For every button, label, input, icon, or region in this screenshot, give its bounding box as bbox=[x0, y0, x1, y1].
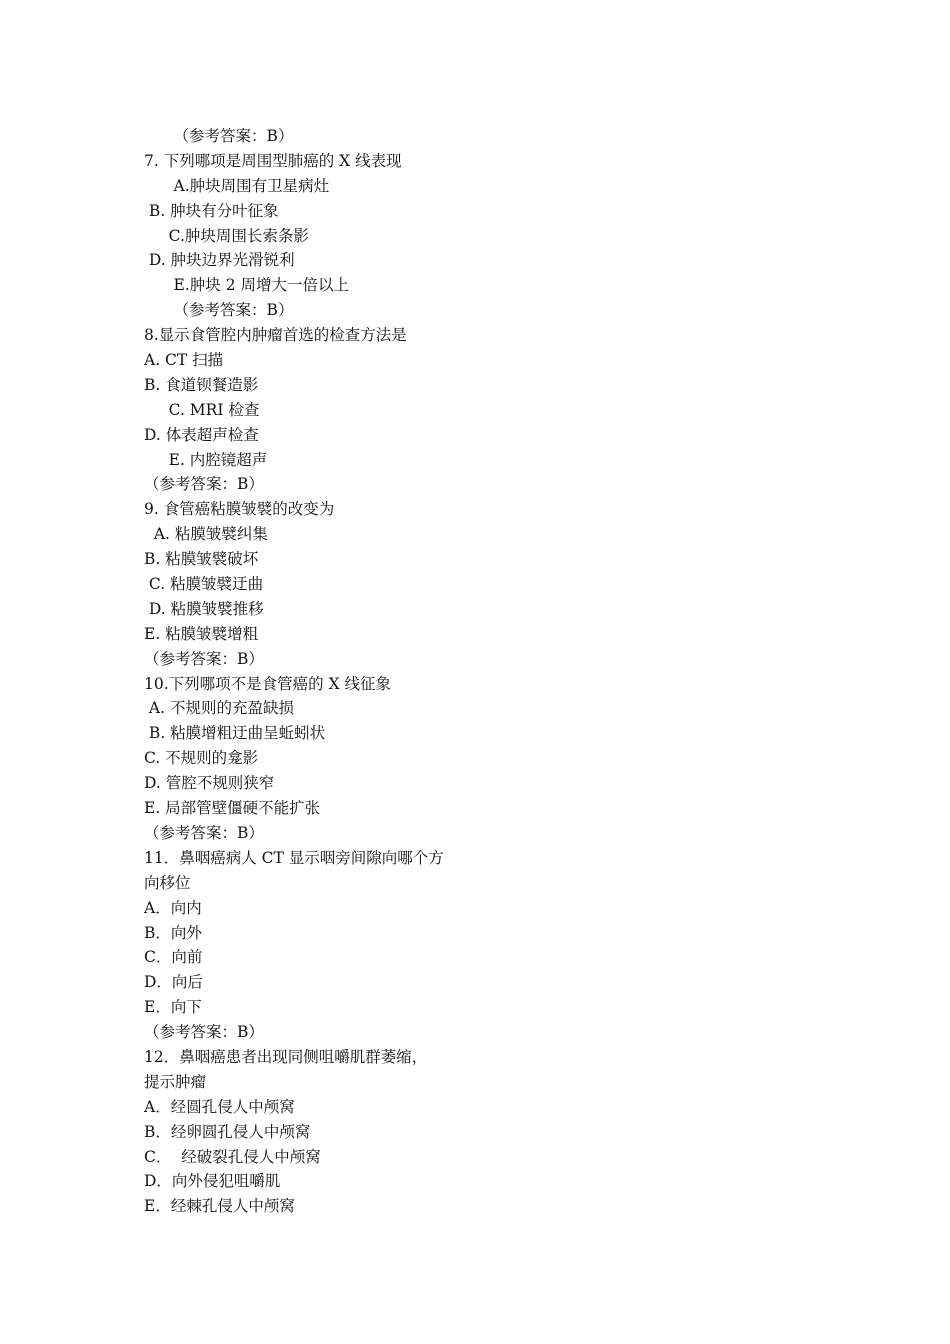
text-line: 12．鼻咽癌患者出现同侧咀嚼肌群萎缩， bbox=[144, 1047, 428, 1066]
text-line: 向移位 bbox=[144, 873, 191, 892]
text-line: A．向内 bbox=[144, 898, 202, 917]
text-line: A. 不规则的充盈缺损 bbox=[144, 699, 294, 718]
text-line: E.肿块 2 周增大一倍以上 bbox=[144, 276, 350, 295]
text-line: C．向前 bbox=[144, 948, 203, 967]
text-line: E．向下 bbox=[144, 998, 202, 1017]
text-line: B. 粘膜皱襞破坏 bbox=[144, 550, 259, 569]
text-line: 7. 下列哪项是周围型肺癌的 X 线表现 bbox=[144, 151, 402, 170]
text-line: （参考答案：B） bbox=[144, 475, 264, 494]
text-line: A. CT 扫描 bbox=[144, 351, 224, 370]
text-line: C. MRI 检查 bbox=[144, 400, 260, 419]
text-line: E. 内腔镜超声 bbox=[144, 450, 268, 469]
text-line: 提示肿瘤 bbox=[144, 1072, 207, 1091]
text-line: C． 经破裂孔侵人中颅窝 bbox=[144, 1147, 321, 1166]
text-line: （参考答案：B） bbox=[144, 127, 294, 145]
text-line: B．向外 bbox=[144, 923, 202, 942]
text-line: D. 管腔不规则狭窄 bbox=[144, 774, 275, 793]
text-line: （参考答案：B） bbox=[144, 649, 264, 668]
text-line: D．向外侵犯咀嚼肌 bbox=[144, 1172, 281, 1191]
text-line: A. 粘膜皱襞纠集 bbox=[144, 525, 268, 544]
text-line: A．经圆孔侵人中颅窝 bbox=[144, 1097, 295, 1116]
text-line: E. 粘膜皱襞增粗 bbox=[144, 624, 259, 643]
text-line: B．经卵圆孔侵人中颅窝 bbox=[144, 1122, 311, 1141]
text-line: （参考答案：B） bbox=[144, 823, 264, 842]
text-line: B. 食道钡餐造影 bbox=[144, 375, 259, 394]
text-line: D. 体表超声检查 bbox=[144, 425, 259, 444]
text-line: A.肿块周围有卫星病灶 bbox=[144, 176, 330, 195]
text-line: C.肿块周围长索条影 bbox=[144, 226, 309, 245]
text-line: C. 不规则的龛影 bbox=[144, 749, 259, 768]
text-line: D．向后 bbox=[144, 973, 203, 992]
document-text-body bbox=[144, 124, 564, 1219]
text-line: B. 粘膜增粗迂曲呈蚯蚓状 bbox=[144, 724, 326, 743]
text-line: E. 局部管壁僵硬不能扩张 bbox=[144, 799, 321, 818]
text-line: （参考答案：B） bbox=[144, 301, 294, 320]
text-line: 11．鼻咽癌病人 CT 显示咽旁间隙向哪个方 bbox=[144, 848, 444, 867]
text-line: E．经棘孔侵人中颅窝 bbox=[144, 1197, 295, 1216]
text-line: D. 肿块边界光滑锐利 bbox=[144, 251, 295, 270]
text-line: C. 粘膜皱襞迂曲 bbox=[144, 575, 264, 594]
text-line: 10.下列哪项不是食管癌的 X 线征象 bbox=[144, 674, 392, 693]
text-line: 9. 食管癌粘膜皱襞的改变为 bbox=[144, 500, 335, 519]
text-line: 8.显示食管腔内肿瘤首选的检查方法是 bbox=[144, 326, 407, 345]
text-line: B. 肿块有分叶征象 bbox=[144, 201, 279, 220]
text-line: （参考答案：B） bbox=[144, 1023, 264, 1042]
text-line: D. 粘膜皱襞推移 bbox=[144, 599, 264, 618]
